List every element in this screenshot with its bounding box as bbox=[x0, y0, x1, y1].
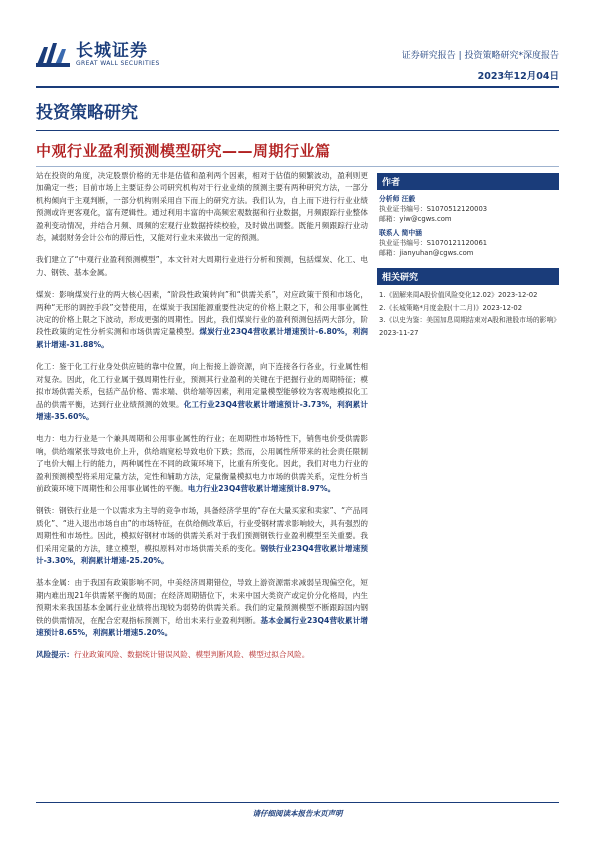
report-date: 2023年12月04日 bbox=[477, 71, 559, 82]
subtitle-rule bbox=[36, 166, 559, 167]
paragraph-forecast: 电力行业23Q4营收累计增速预计8.97%。 bbox=[187, 483, 336, 493]
main-title: 中观行业盈利预测模型研究——周期行业篇 bbox=[36, 142, 331, 160]
body-paragraph-steel bbox=[36, 505, 368, 567]
paragraph-text: 钢铁：钢铁行业是一个以需求为主导的竞争市场，具备经济学里的“存在大量买家和卖家”、“产品同质化”、“进入退出市场自由”的市场特征，在供给侧改革后，行业受钢材需求影响较大，具有强烈的周期性和市场性。因此，模拟好钢材市场的供需关系对于我们预测钢铁行业盈利模型至关重要。我们采用定量的方法，建立模型，模拟原料对市场供需关系的变化。 bbox=[36, 506, 368, 553]
author-role: 联系人 bbox=[379, 229, 400, 237]
risk-notice bbox=[36, 649, 368, 661]
paragraph-forecast: 钢铁行业23Q4营收累计增速预计-3.30%，利润累计增速-25.20%。 bbox=[36, 543, 369, 565]
author-name-row bbox=[379, 228, 557, 238]
author-license: 执业证书编号：S1070121120061 bbox=[379, 239, 488, 247]
paragraph-text: 基本金属：由于我国有政策影响不同，中美经济周期错位，导致上游资源需求减弱呈现偏空化，短期内难出现21年供需紧平衡的局面；在经济周期错位下，未来中国大类资产或定价分化格局，内生预期未来我国基本金属行业业绩将出现较为弱势的供需关系。我们的定量预测模型不断跟踪国内钢铁的供需情况，在配合宏观指标预测下，给出未来行业盈利判断。 bbox=[36, 578, 368, 625]
paragraph-text: 我们建立了“中观行业盈利预测模型”，本文针对大周期行业进行分析和预测，包括煤炭、化工、电力、钢铁、基本金属。 bbox=[36, 255, 368, 277]
series-title: 投资策略研究 bbox=[36, 103, 138, 123]
paragraph-forecast: 煤炭行业23Q4营收累计增速预计-6.80%，利润累计增速-31.88%。 bbox=[36, 327, 368, 349]
paragraph-text: 化工：鉴于化工行业身处供应链的靠中位置，向上衔接上游资源，向下连接各行各业，行业属性相对复杂。因此，化工行业属于强周期性行业，预测其行业盈利的关键在于把握行业的周期特征；模拟市场供需关系，包括产品价格、需求端、供给端等因素，利用定量模型能够较为客观地模拟化工品的供需平衡，达到行业业绩预测的效果。 bbox=[36, 362, 368, 409]
great-wall-logo-icon bbox=[36, 43, 70, 67]
author-name-row bbox=[379, 194, 557, 204]
author-email[interactable]: 邮箱：jianyuhan@cgws.com bbox=[379, 249, 474, 257]
body-column bbox=[36, 170, 368, 662]
paragraph-text: 站在投资的角度，决定股票价格的无非是估值和盈利两个因素，相对于估值的频繁波动，盈利则更加确定一些；目前市场上主要证券公司研究机构对于行业业绩的预测主要有两种研究方法，一部分机构倾向于主观判断，一部分机构则采用自下而上的研究方法。我们认为，自上而下进行行业业绩预测或许更客观化，富有逻辑性。通过利用丰富的中高频宏观数据和行业数据，月频跟踪行业整体盈利变动情况，并结合月频、周频的宏观行业数据持续校验，及时做出调整。既能月频跟踪行业动态，减弱财务会计公布的滞后性，又能对行业未来做出一定的预测。 bbox=[36, 171, 368, 243]
author-role: 分析师 bbox=[379, 195, 400, 203]
header-info bbox=[402, 48, 559, 82]
author-email[interactable]: 邮箱：yiw@cgws.com bbox=[379, 215, 452, 223]
author-list bbox=[377, 190, 559, 264]
header-rule bbox=[36, 86, 559, 88]
body-paragraph-coal bbox=[36, 289, 368, 351]
title-rule bbox=[36, 130, 559, 131]
related-item[interactable]: 3.《以史为鉴：美国加息周期结束对A股和港股市场的影响》2023-11-27 bbox=[379, 316, 557, 337]
paragraph-forecast: 化工行业23Q4营收累计增速预计-3.73%，利润累计增速-35.60%。 bbox=[36, 399, 368, 421]
related-list bbox=[377, 285, 559, 345]
logo-en: GREAT WALL SECURITIES bbox=[76, 60, 160, 67]
author-section-title: 作者 bbox=[377, 173, 559, 190]
footer-rule bbox=[36, 802, 559, 803]
footer-disclaimer: 请仔细阅读本报告末页声明 bbox=[252, 809, 343, 818]
risk-text: 行业政策风险、数据统计错误风险、模型判断风险、模型过拟合风险。 bbox=[73, 650, 310, 660]
paragraph-text: 煤炭：影响煤炭行业的两大核心因素，“阶段性政策转向”和“供需关系”，对应政策干预和市场化，两种“无形的调控手段”交替使用，在煤炭于我国能源重要性决定的价格上限之下，和公用事业属性决定的价格上限之下波动，形成更强的周期性。因此，我们煤炭行业的盈利预测包括两大部分，阶段性政策的定性分析实测和市场供需定量模型。 bbox=[36, 290, 368, 337]
related-section-title: 相关研究 bbox=[377, 268, 559, 285]
body-paragraph-model bbox=[36, 254, 368, 279]
sidebar bbox=[377, 173, 559, 345]
report-type: 证券研究报告 | 投资策略研究*深度报告 bbox=[401, 51, 559, 61]
logo-cn: 长城证券 bbox=[76, 41, 148, 61]
related-item[interactable]: 1.《固解来周A股价值风险变化12.02》2023-12-02 bbox=[379, 291, 538, 299]
author-name: 简中涵 bbox=[401, 229, 422, 237]
body-paragraph-power bbox=[36, 433, 368, 495]
paragraph-text: 电力：电力行业是一个兼具周期和公用事业属性的行业；在周期性市场特性下，销售电价受供需影响，供给端紧张导致电价上升，供给端宽松导致电价下跌；然而，公用属性所带来的社会责任限制了电价大幅上行的能力，两种属性在不同的政策环境下，比重有所变化。因此，我们对电力行业的盈利预测模型将采用定量方法，定性和辅助方法，定量衡量模拟电力市场的供需关系，定性分析当前政策环境下周期性和公用事业属性的平衡。 bbox=[36, 434, 368, 493]
paragraph-forecast: 基本金属行业23Q4营收累计增速预计8.65%，利润累计增速5.20%。 bbox=[36, 615, 369, 637]
related-item[interactable]: 2.《长城策略*月度金股(十二月)》2023-12-02 bbox=[379, 303, 523, 312]
body-paragraph-intro bbox=[36, 170, 368, 244]
logo bbox=[36, 42, 160, 68]
risk-label: 风险提示： bbox=[36, 650, 74, 660]
author-license: 执业证书编号：S1070512120003 bbox=[379, 205, 488, 213]
body-paragraph-metals bbox=[36, 577, 368, 639]
author-name: 汪毅 bbox=[401, 195, 416, 203]
body-paragraph-chemical bbox=[36, 361, 368, 423]
